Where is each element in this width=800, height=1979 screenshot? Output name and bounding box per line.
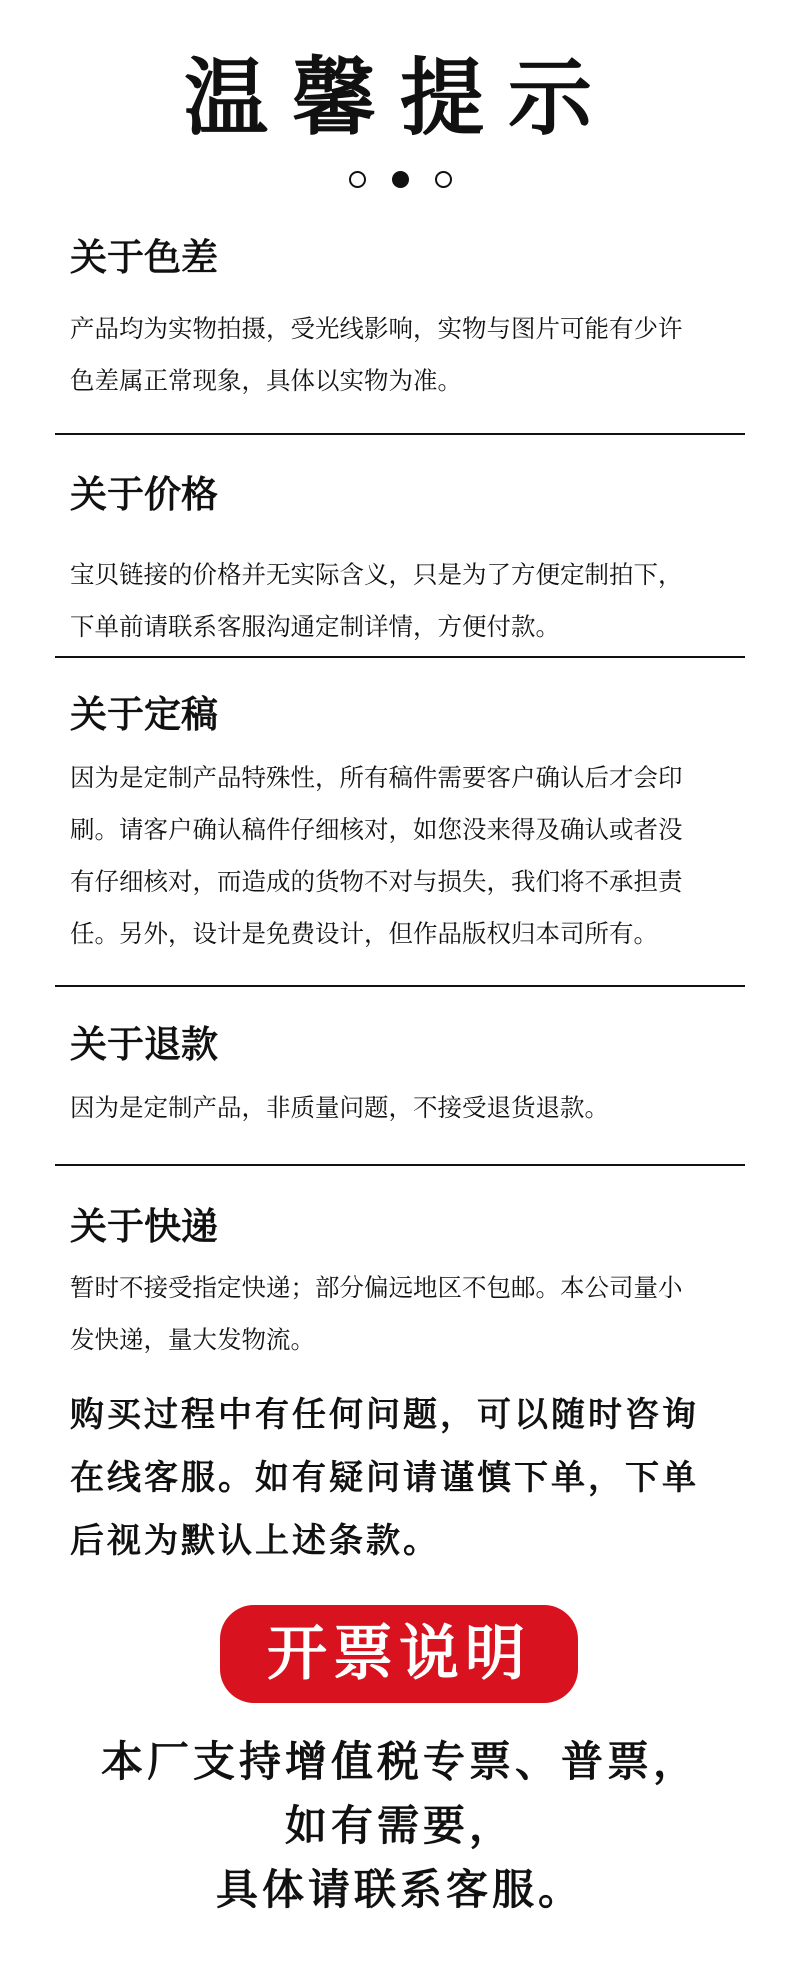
body-line: 产品均为实物拍摄，受光线影响，实物与图片可能有少许: [70, 314, 683, 343]
section-body: [70, 549, 750, 653]
closing-note: [70, 1384, 760, 1573]
body-line: 有仔细核对，而造成的货物不对与损失，我们将不承担责: [70, 867, 683, 896]
section-final-draft: [70, 690, 750, 960]
page-indicator: [0, 171, 800, 188]
section-price: [70, 470, 750, 653]
section-title: 关于快递: [70, 1205, 218, 1248]
invoice-line: 如有需要，: [284, 1801, 515, 1850]
invoice-line: 本厂支持增值税专票、普票，: [100, 1737, 699, 1786]
section-title: 关于退款: [70, 1023, 218, 1066]
body-line: 色差属正常现象，具体以实物为准。: [70, 366, 462, 395]
body-line: 因为是定制产品，非质量问题，不接受退货退款。: [70, 1093, 609, 1122]
section-refund: [70, 1020, 750, 1134]
body-line: 刷。请客户确认稿件仔细核对，如您没来得及确认或者没: [70, 815, 683, 844]
body-line: 任。另外，设计是免费设计，但作品版权归本司所有。: [70, 919, 658, 948]
section-body: [70, 303, 750, 407]
section-color-difference: [70, 233, 750, 407]
closing-line: 购买过程中有任何问题，可以随时咨询: [70, 1395, 699, 1435]
closing-line: 后视为默认上述条款。: [70, 1521, 440, 1561]
invoice-line: 具体请联系客服。: [215, 1865, 584, 1914]
body-line: 下单前请联系客服沟通定制详情，方便付款。: [70, 612, 560, 641]
section-shipping: [70, 1202, 750, 1366]
section-title: 关于价格: [70, 473, 218, 516]
divider: [55, 433, 745, 435]
indicator-dot-empty: [349, 171, 366, 188]
divider: [55, 1164, 745, 1166]
indicator-dot-active: [392, 171, 409, 188]
divider: [55, 656, 745, 658]
closing-line: 在线客服。如有疑问请谨慎下单，下单: [70, 1458, 699, 1498]
body-line: 暂时不接受指定快递；部分偏远地区不包邮。本公司量小: [70, 1273, 683, 1302]
section-body: [70, 1262, 750, 1366]
section-body: [70, 752, 750, 960]
invoice-note: [0, 1730, 800, 1922]
divider: [55, 985, 745, 987]
invoice-badge: 开票说明: [220, 1605, 578, 1703]
section-title: 关于色差: [70, 236, 218, 279]
body-line: 发快递，量大发物流。: [70, 1325, 315, 1354]
indicator-dot-empty: [435, 171, 452, 188]
body-line: 因为是定制产品特殊性，所有稿件需要客户确认后才会印: [70, 763, 683, 792]
page-title: 温馨提示: [183, 49, 616, 147]
body-line: 宝贝链接的价格并无实际含义，只是为了方便定制拍下，: [70, 560, 683, 589]
section-body: [70, 1082, 750, 1134]
section-title: 关于定稿: [70, 693, 218, 736]
